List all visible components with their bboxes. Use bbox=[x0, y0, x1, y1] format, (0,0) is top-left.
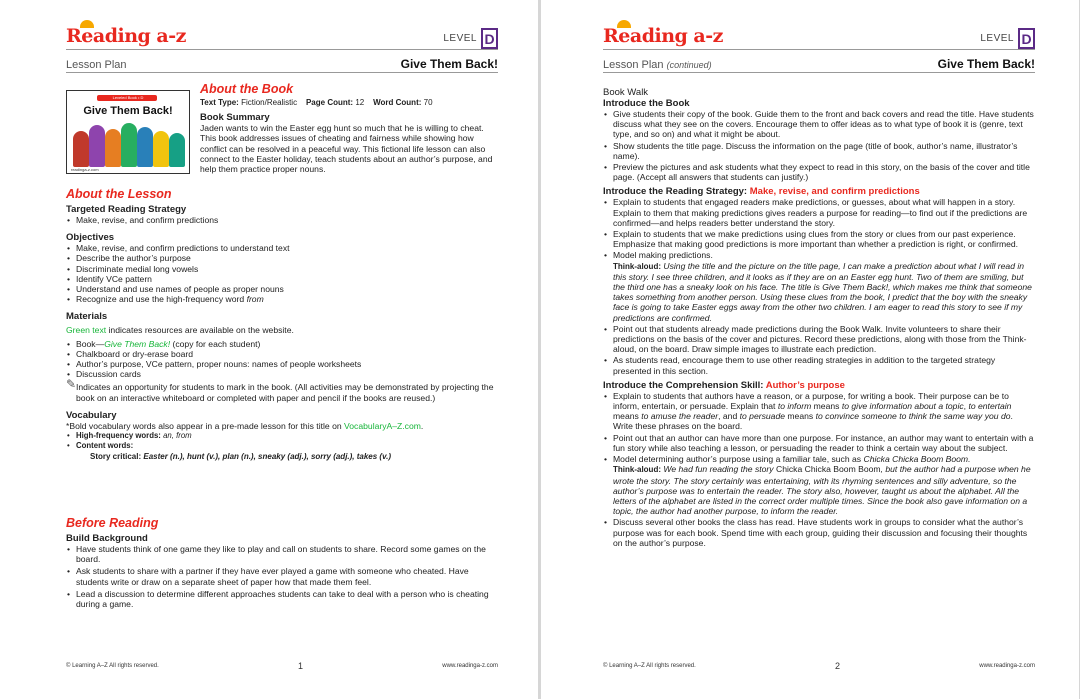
discussion-cards-link[interactable]: • Discussion cards bbox=[66, 369, 498, 379]
level-badge: D bbox=[1018, 28, 1035, 49]
before-reading-heading: Before Reading bbox=[66, 516, 159, 530]
vocabulary-az-link[interactable]: VocabularyA–Z.com bbox=[344, 420, 421, 431]
book-summary: Jaden wants to win the Easter egg hunt so much that he is willing to cheat. This book addresses issues of cheating and fairness while showing how conflict can be resolved in a peaceful way. This fictional life lesson can also connect to the Easter holiday, teach students about an author’s purpose, and help them practice proper nouns. bbox=[200, 123, 493, 175]
website-link[interactable]: www.readinga-z.com bbox=[979, 663, 1035, 669]
materials-list: • Book—Give Them Back! (copy for each student) • Chalkboard or dry-erase board • Author’s purpose, VCe pattern, proper nouns: names of people worksheets • Discussion cards bbox=[66, 339, 498, 380]
page-number: 1 bbox=[298, 661, 304, 671]
cover-illustration bbox=[73, 119, 183, 167]
book-walk-heading: Book Walk bbox=[603, 87, 649, 98]
page-header bbox=[66, 49, 498, 71]
comprehension-skill-heading: Introduce the Comprehension Skill: Author’s purpose bbox=[603, 379, 845, 391]
reading-strategy-heading: Introduce the Reading Strategy: Make, revise, and confirm predictions bbox=[603, 186, 920, 198]
comprehension-skill-list: • Explain to students that authors have a reason, or a purpose, for writing a book. Their purpose can be to inform, entertain, or persuade. Explain that to inform means to give information about a topic, to entertain means to amuse the reader, and to persuade means to convince someone to think the same way you do. Write these phrases on the board. • Point out that an author can have more than one purpose. For instance, an author may want to entertain with a fun story while also teaching a lesson, or persuading the reader to think a certain way about the subject. • Model determining author’s purpose using a familiar tale, such as Chicka Chicka Boom Boom. bbox=[603, 391, 1035, 464]
lesson-plan-label: Lesson Plan bbox=[66, 59, 127, 71]
reading-strategy-list: • Explain to students that engaged readers make predictions, or guesses, about what will happen in a story. Explain to them that making predictions gives readers a purpose for reading—to find out if the predictions are confirmed—and helps readers better understand the story. • Explain to students that we make predictions using clues from the story or clues from our past experience. Emphasize that making good predictions is more important than whether a prediction is right, or confirmed. • Model making predictions. bbox=[603, 197, 1035, 260]
think-aloud-1: Think-aloud: Using the title and the picture on the title page, I can make a prediction about what I will read in this story. I see three children, and it looks as if they are on an Easter egg hunt. Two of them are smiling, but the third one has a sneaky look on his face. The title is Give Them Back!, which makes me think that someone takes something from another person. Using these clues from the book, I predict that the boy with the sneaky face is going to take Easter eggs away from the other two children. I am eager to read this story to see if my predictions are confirmed. bbox=[613, 260, 1032, 323]
book-cover: Leveled Book • D Give Them Back! readinga-z.com bbox=[66, 90, 190, 174]
page-2: Reading a-z LEVEL D Lesson Plan (continued) Give Them Back! Book Walk Introduce the Book • Give students their copy of the book. Guide them to the front and back covers and read the title. Have students discuss what they see on the covers. Encourage them to offer ideas as to what type of book it is (genre, text type, and so on) and what it might be about. • Show students the title page. Discuss the information on the page (title of book, author’s name, illustrator’s name). • Preview the pictures and ask students what they expect to read in this story, on the basis of the cover and title page. (Accept all answers that students can justify.) Introduce the Reading Strategy: Make, revise, and confirm predictions • Explain to students that engaged readers make predictions, or guesses, about what will happen in a story. Explain to them that making predictions gives readers a purpose for reading—to find out if the predictions are confirmed—and helps readers better understand the story. • Explain to students that we make predictions using clues from the story or clues from our past experience. Emphasize that making good predictions is more important than whether a prediction is right, or confirmed. • Model making predictions. Think-aloud: Using the title and the picture on the title page, I can make a prediction about what I will read in this story. I see three children, and it looks as if they are on an Easter egg hunt. Two of them are smiling, but the third one has a sneaky look on his face. The title is Give Them Back!, which makes me think that someone takes something from another person. Using these clues from the book, I predict that the boy with the sneaky face is going to take Easter eggs away from the other two children. I am eager to read this story to see if my predictions are confirmed. • Point out that students already made predictions during the Book Walk. Invite volunteers to share their predictions on the basis of the cover and pictures. Record these predictions, along with those from the Think-aloud, on the board. Draw simple images to illustrate each prediction. • As students read, encourage them to use other reading strategies in addition to the targeted strategy presented in this section. Introduce the Comprehension Skill: Author’s purpose • Explain to students that authors have a reason, or a purpose, for writing a book. Their purpose can be to inform, entertain, or persuade. Explain that to inform means to give information about a topic, to entertain means to amuse the reader, and to persuade means to convince someone to think the same way you do. Write these phrases on the board. • Point out that an author can have more than one purpose. For instance, an author may want to entertain with a fun story while also teaching a lesson, or persuading the reader to think a certain way about the subject. • Model determining author’s purpose using a familiar tale, such as Chicka Chicka Boom Boom. Think-aloud: We had fun reading the story Chicka Chicka Boom Boom, but the author had a purpose when he wrote the story. The story certainly was entertaining, with its rhyming sentences and silly adventure, so the author’s purpose was to entertain the reader. The story also, however, taught us about the alphabet. All the letters of the alphabet are listed in the correct order multiple times. Since the book also gave information on a topic, the author had another purpose, to inform the reader. • Discuss several other books the class has read. Have students work in groups to consider what the author’s purpose was for each book. Spend time with each group, guiding their discussion and focusing their thoughts on the author’s purpose. © Learning A–Z All rights reserved. 2 www.readinga-z.com bbox=[541, 0, 1079, 699]
website-link[interactable]: www.readinga-z.com bbox=[442, 663, 498, 669]
book-link[interactable]: Give Them Back! bbox=[104, 338, 171, 349]
book-meta: Text Type: Fiction/Realistic Page Count: 12 Word Count: 70 bbox=[200, 98, 433, 107]
page-footer: © Learning A–Z All rights reserved. 2 www.readinga-z.com bbox=[603, 661, 1035, 671]
page-header bbox=[603, 49, 1035, 71]
book-title: Give Them Back! bbox=[937, 57, 1035, 71]
about-lesson-heading: About the Lesson bbox=[66, 187, 172, 201]
worksheets-link[interactable]: • Author’s purpose, VCe pattern, proper nouns: names of people worksheets bbox=[66, 359, 498, 369]
page-1: Reading a-z LEVEL D Lesson Plan Give Them Back! Leveled Book • D Give Them Back! readinga-z.com About the Book Text Type: Fiction/Realistic Page Count: 12 Word Count: 70 Book Summary Jaden wants to win the Easter egg hunt so much that he is willing to cheat. This book addresses issues of cheating and fairness while showing how conflict can be resolved in a peaceful way. This fictional life lesson can also connect to the Easter holiday, teach students about an author’s purpose, and help them practice proper nouns. About the Lesson Targeted Reading Strategy • Make, revise, and confirm predictions Objectives • Make, revise, and confirm predictions to understand text • Describe the author’s purpose • Discriminate medial long vowels • Identify VCe pattern • Understand and use names of people as proper nouns • Recognize and use the high-frequency word from Materials Green text indicates resources are available on the website. • Book—Give Them Back! (copy for each student) • Chalkboard or dry-erase board • Author’s purpose, VCe pattern, proper nouns: names of people worksheets • Discussion cards ✎ Indicates an opportunity for students to mark in the book. (All activities may be demonstrated by projecting the book on an interactive whiteboard or completed with paper and pencil if the books are reused.) Vocabulary *Bold vocabulary words also appear in a pre-made lesson for this title on VocabularyA–Z.com. • High-frequency words: an, from • Content words: Story critical: Easter (n.), hunt (v.), plan (n.), sneaky (adj.), sorry (adj.), takes (v.) Before Reading Build Background • Have students think of one game they like to play and call on students to share. Record some games on the board. • Ask students to share with a partner if they have ever played a game with someone who cheated. Have students write or draw on a separate sheet of paper how that made them feel. • Lead a discussion to determine different approaches students can take to deal with a person who is cheating during a game. © Learning A–Z All rights reserved. 1 www.readinga-z.com bbox=[0, 0, 538, 699]
level-indicator: LEVEL D bbox=[980, 28, 1035, 49]
objectives-list: • Make, revise, and confirm predictions to understand text • Describe the author’s purpose • Discriminate medial long vowels • Identify VCe pattern • Understand and use names of people as proper nouns • Recognize and use the high-frequency word from bbox=[66, 243, 498, 304]
mark-in-book-note: ✎ Indicates an opportunity for students to mark in the book. (All activities may be demonstrated by projecting the book on an interactive whiteboard or completed with paper and pencil if the books are reused.) bbox=[66, 377, 494, 403]
book-title: Give Them Back! bbox=[400, 57, 498, 71]
about-book-heading: About the Book bbox=[200, 82, 294, 96]
build-background-list: • Have students think of one game they like to play and call on students to share. Record some games on the board. • Ask students to share with a partner if they have ever played a game with someone who cheated. Have students write or draw on a separate sheet of paper how that made them feel. • Lead a discussion to determine different approaches students can take to deal with a person who is cheating during a game. bbox=[66, 544, 498, 609]
page-number: 2 bbox=[835, 661, 841, 671]
pencil-icon: ✎ bbox=[66, 377, 77, 392]
think-aloud-2: Think-aloud: We had fun reading the story Chicka Chicka Boom Boom, but the author had a purpose when he wrote the story. The story certainly was entertaining, with its rhyming sentences and silly adventure, so the author’s purpose was to entertain the reader. The story also, however, taught us about the alphabet. All the letters of the alphabet are listed in the correct order multiple times. Since the book also gave information on a topic, the author had another purpose, to inform the reader. bbox=[613, 464, 1031, 517]
lesson-plan-label: Lesson Plan (continued) bbox=[603, 59, 712, 71]
level-badge: D bbox=[481, 28, 498, 49]
level-indicator: LEVEL D bbox=[443, 28, 498, 49]
page-footer: © Learning A–Z All rights reserved. 1 www.readinga-z.com bbox=[66, 661, 498, 671]
introduce-book-list: • Give students their copy of the book. Guide them to the front and back covers and read the title. Have students discuss what they see on the covers. Encourage them to offer ideas as to what type of book it is (genre, text type, and so on) and what it might be about. • Show students the title page. Discuss the information on the page (title of book, author’s name, illustrator’s name). • Preview the pictures and ask students what they expect to read in this story, on the basis of the cover and title page. (Accept all answers that students can justify.) bbox=[603, 109, 1035, 182]
